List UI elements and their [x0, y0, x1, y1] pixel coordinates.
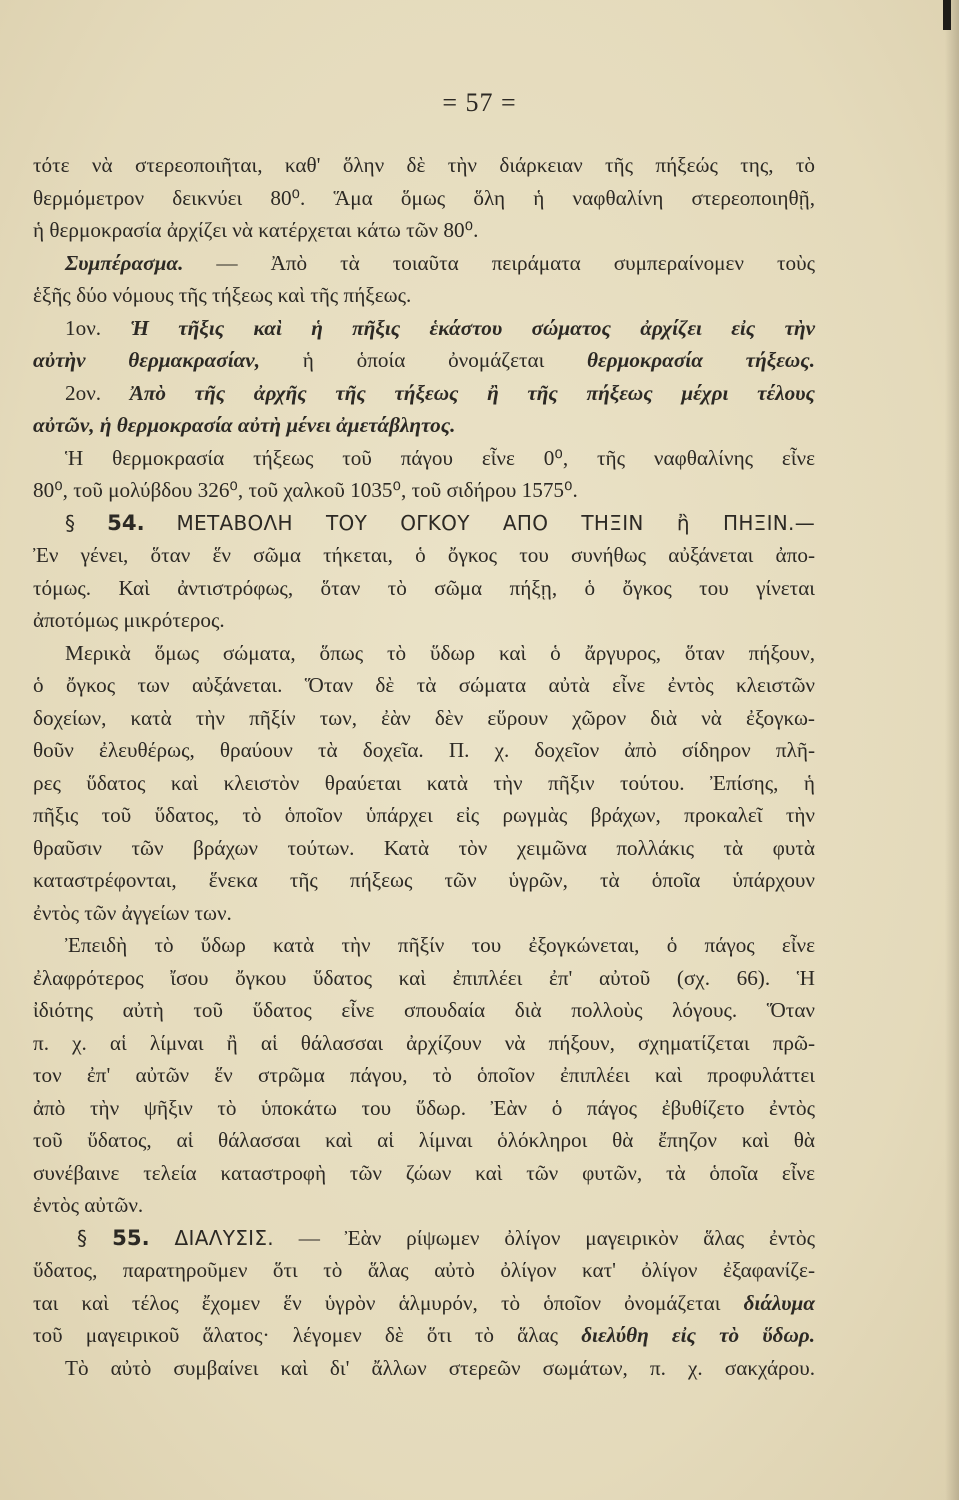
text-line: τόμως. Καὶ ἀντιστρόφως, ὅταν τὸ σῶμα πήξῃ, ὁ ὄγκος του γίνεται [33, 575, 815, 600]
text-line: καταστρέφονται, ἕνεκα τῆς πήξεως τῶν ὑγρῶν, τὰ ὁποῖα ὑπάρχουν [33, 868, 815, 892]
text-line: 80⁰, τοῦ μολύβδου 326⁰, τοῦ χαλκοῦ 1035⁰, τοῦ σιδήρου 1575⁰. [33, 478, 578, 502]
text-line: Τὸ αὐτὸ συμβαίνει καὶ δι' ἄλλων στερεῶν σωμάτων, π. χ. σακχάρου. [65, 1355, 815, 1380]
section-55-number: 55. [112, 1224, 150, 1250]
text-line: Ἐν γένει, ὅταν ἕν σῶμα τήκεται, ὁ ὄγκος του συνήθως αὐξάνεται ἀπο- [33, 543, 815, 567]
law-2-number: 2ον. [65, 380, 102, 405]
law-1-term: θερμοκρασία τήξεως. [587, 348, 815, 372]
text-line: π. χ. αἱ λίμναι ἢ αἱ θάλασσαι ἀρχίζουν νὰ πήξουν, σχηματίζεται πρῶ- [33, 1030, 815, 1055]
text-line: Ἐπειδὴ τὸ ὕδωρ κατὰ τὴν πῆξίν του ἐξογκώνεται, ὁ πάγος εἶνε [65, 933, 815, 957]
section-54-heading [33, 507, 815, 540]
text-line: τότε νὰ στερεοποιῆται, καθ' ὅλην δὲ τὴν διάρκειαν τῆς πήξεώς της, τὸ [33, 153, 815, 177]
page-edge-shadow [945, 0, 959, 1500]
text-line: ρες ὕδατος καὶ κλειστὸν θραύεται κατὰ τὴν πῆξιν τούτου. Ἐπίσης, ἡ [33, 770, 815, 795]
section-55-heading [33, 1222, 815, 1255]
law-2-line-cont [33, 409, 815, 442]
law-2-statement-cont: αὐτῶν, ἡ θερμοκρασία αὐτὴ μένει ἀμετάβλητος. [33, 413, 456, 437]
law-1-text: ἡ ὁποία ὀνομάζεται [302, 348, 545, 372]
text-line: θραῦσιν τῶν βράχων τούτων. Κατὰ τὸν χειμῶνα πολλάκις τὰ φυτὰ [33, 835, 815, 860]
law-1-statement-cont: αὐτὴν θερμακρασίαν, [33, 348, 260, 372]
text-line: ὕδατος, παρατηροῦμεν ὅτι τὸ ἅλας αὐτὸ ὀλίγον κατ' ὀλίγον ἐξαφανίζε- [33, 1258, 815, 1282]
law-1-statement: Ἡ τῆξις καὶ ἡ πῆξις ἑκάστου σώματος ἀρχίζει εἰς τὴν [130, 315, 816, 340]
text-line: ἰδιότης αὐτὴ τοῦ ὕδατος εἶνε σπουδαία διὰ πολλοὺς λόγους. Ὅταν [33, 998, 815, 1022]
dielythi-text: τοῦ μαγειρικοῦ ἅλατος· λέγομεν δὲ ὅτι τὸ ἅλας [33, 1323, 559, 1347]
text-line: δοχείων, κατὰ τὴν πῆξίν των, ἐὰν δὲν εὕρουν χῶρον διὰ νὰ ἐξογκω- [33, 705, 815, 730]
conclusion-line [33, 247, 815, 280]
conclusion-label: Συμπέρασμα. [65, 250, 184, 275]
dialyma-line [33, 1287, 815, 1320]
text-line: τον ἐπ' αὐτῶν ἕν στρῶμα πάγου, τὸ ὁποῖον ἐπιπλέει καὶ προφυλάττει [33, 1063, 815, 1087]
text-line: ἀπὸ τὴν ψῆξιν τὸ ὑποκάτω του ὕδωρ. Ἐὰν ὁ πάγος ἐβυθίζετο ἐντὸς [33, 1095, 815, 1120]
text-line: ὁ ὄγκος των αὐξάνεται. Ὅταν δὲ τὰ σώματα αὐτὰ εἶνε ἐντὸς κλειστῶν [33, 673, 815, 697]
text-line: ἐντὸς τῶν ἀγγείων των. [33, 900, 232, 925]
corner-mark [943, 0, 951, 30]
text-line: ἡ θερμοκρασία ἀρχίζει νὰ κατέρχεται κάτω τῶν 80⁰. [33, 218, 479, 242]
text-line: τοῦ ὕδατος, αἱ θάλασσαι καὶ αἱ λίμναι ὁλόκληροι θὰ ἔπηζον καὶ θὰ [33, 1128, 815, 1152]
section-54-title: ΜΕΤΑΒΟΛΗ ΤΟΥ ΟΓΚΟΥ ΑΠΟ ΤΗΞΙΝ ἢ ΠΗΞΙΝ.— [176, 510, 816, 535]
section-54-symbol: § [65, 510, 76, 535]
law-1-line [33, 312, 815, 345]
section-55-title: ΔΙΑΛΥΣΙΣ. [174, 1225, 274, 1250]
dialyma-term: διάλυμα [743, 1290, 816, 1315]
text-line: πῆξις τοῦ ὕδατος, τὸ ὁποῖον ὑπάρχει εἰς ρωγμὰς βράχων, προκαλεῖ τὴν [33, 803, 815, 827]
text-line: Ἡ θερμοκρασία τήξεως τοῦ πάγου εἶνε 0⁰, τῆς ναφθαλίνης εἶνε [65, 445, 815, 470]
page-number: = 57 = [442, 88, 517, 117]
text-line: θοῦν ἐλευθέρως, θραύουν τὰ δοχεῖα. Π. χ. δοχεῖον ἀπὸ σίδηρον πλῆ- [33, 738, 815, 762]
text-line: συνέβαινε τελεία καταστροφὴ τῶν ζώων καὶ τῶν φυτῶν, τὰ ὁποῖα εἶνε [33, 1160, 815, 1185]
law-1-number: 1ον. [65, 315, 102, 340]
section-55-text: — Ἐὰν ρίψωμεν ὀλίγον μαγειρικὸν ἅλας ἐντὸς [298, 1225, 815, 1250]
text-line: ἐλαφρότερος ἴσου ὄγκου ὕδατος καὶ ἐπιπλέει ἐπ' αὐτοῦ (σχ. 66). Ἡ [33, 965, 815, 990]
dielythi-term: διελύθη εἰς τὸ ὕδωρ. [581, 1323, 815, 1347]
law-2-statement: Ἀπὸ τῆς ἀρχῆς τῆς τήξεως ἢ τῆς πήξεως μέχρι τέλους [129, 380, 816, 405]
text-line: ἐντὸς αὐτῶν. [33, 1193, 144, 1217]
text-line: ἑξῆς δύο νόμους τῆς τήξεως καὶ τῆς πήξεως. [33, 283, 412, 307]
section-55-symbol: § [77, 1225, 88, 1250]
dielythi-line [33, 1319, 815, 1352]
law-2-line [33, 377, 815, 410]
text-line: ἀποτόμως μικρότερος. [33, 608, 225, 632]
conclusion-text: — Ἀπὸ τὰ τοιαῦτα πειράματα συμπεραίνομεν τοὺς [216, 250, 815, 275]
section-54-number: 54. [107, 509, 145, 535]
dialyma-text: ται καὶ τέλος ἔχομεν ἕν ὑγρὸν ἁλμυρόν, τὸ ὁποῖον ὀνομάζεται [33, 1290, 721, 1315]
text-line: Μερικὰ ὅμως σώματα, ὅπως τὸ ὕδωρ καὶ ὁ ἄργυρος, ὅταν πήξουν, [65, 640, 815, 665]
law-1-line-cont [33, 344, 815, 377]
body-text [33, 149, 815, 1384]
text-line: θερμόμετρον δεικνύει 80⁰. Ἅμα ὅμως ὅλη ἡ ναφθαλίνη στερεοποιηθῇ, [33, 185, 815, 210]
